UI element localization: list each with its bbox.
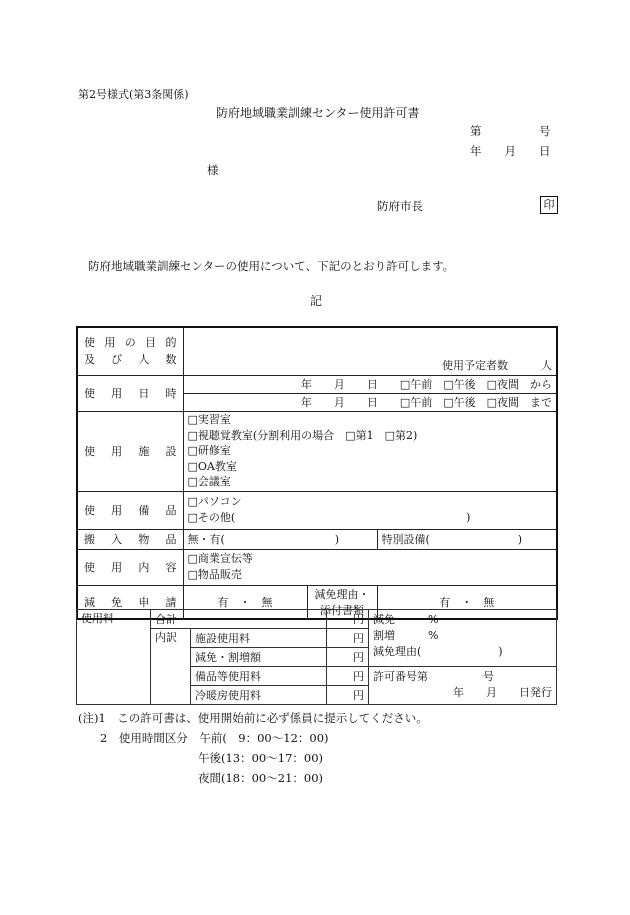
label-carry: 搬入物品: [77, 529, 183, 549]
fee-label: 使用料: [77, 610, 151, 705]
document-title: 防府地域職業訓練センター使用許可書: [216, 106, 420, 120]
permit-table: [76, 326, 558, 620]
recipient: 様: [207, 163, 219, 177]
facility-av-room[interactable]: □視聴覚教室(分割利用の場合 □第1 □第2): [187, 428, 418, 442]
fee-total-yen[interactable]: 円: [327, 610, 369, 629]
label-facility: 使用施設: [77, 411, 183, 491]
facility-meeting-room[interactable]: □会議室: [187, 475, 231, 489]
fee-item-adjust-yen[interactable]: 円: [327, 648, 369, 667]
fee-total-label: 合計: [151, 610, 327, 629]
reduction-value[interactable]: 有 ・ 無: [183, 585, 307, 619]
fee-reduction[interactable]: 減免 %: [373, 613, 439, 626]
note-4: 夜間(18：00～21：00): [198, 771, 324, 785]
label-reduction: 減免申請: [77, 585, 183, 619]
fee-item-facility-yen[interactable]: 円: [327, 629, 369, 648]
label-date: 使用日時: [77, 375, 183, 411]
equipment-other[interactable]: □その他( ): [187, 511, 471, 524]
permit-info-box: [369, 667, 557, 705]
content-options: [183, 549, 557, 585]
equipment-pc[interactable]: □パソコン: [187, 495, 242, 508]
intro-text: 防府地域職業訓練センターの使用について、下記のとおり許可します。: [88, 259, 455, 273]
fee-item-equipment: 備品等使用料: [191, 667, 327, 686]
reduction-reason-value[interactable]: 有 ・ 無: [377, 585, 557, 619]
reduction-reason-label-text: 減免理由・添付書類: [314, 587, 370, 617]
note-1: (注)1 この許可書は、使用開始前に必ず係員に提示してください。: [78, 711, 428, 725]
facility-practice-room[interactable]: □実習室: [187, 413, 231, 427]
fee-reduction-box: [369, 610, 557, 667]
equipment-options: [183, 491, 557, 529]
fee-surcharge[interactable]: 割増 %: [373, 629, 439, 642]
note-2: 2 使用時間区分 午前( 9：00～12：00): [100, 731, 329, 745]
row-equipment: [77, 491, 557, 529]
carry-value[interactable]: 無・有( ): [183, 529, 377, 549]
fee-item-facility: 施設使用料: [191, 629, 327, 648]
label-purpose-line2: 及び人数: [84, 353, 177, 367]
row-purpose: [77, 327, 557, 375]
label-purpose-line1: 使用の目的: [84, 336, 177, 350]
permit-date-line: 年 月 日: [470, 144, 551, 158]
row-carry: [77, 529, 557, 549]
date-from[interactable]: 年 月 日 □午前 □午後 □夜間 から: [183, 375, 557, 393]
facility-oa-room[interactable]: □OA教室: [187, 459, 237, 473]
form-id: 第2号様式(第3条関係): [78, 88, 189, 101]
fee-item-equipment-yen[interactable]: 円: [327, 667, 369, 686]
expected-count: 使用予定者数 人: [442, 358, 553, 372]
label-purpose: [77, 327, 183, 375]
fee-table: [76, 609, 557, 705]
content-sales[interactable]: □物品販売: [187, 568, 242, 581]
permit-number-line: 第 号: [470, 124, 551, 138]
note-3: 午後(13：00～17：00): [198, 751, 324, 765]
purpose-value[interactable]: [183, 327, 557, 375]
label-content: 使用内容: [77, 549, 183, 585]
fee-item-adjust: 減免・割増額: [191, 648, 327, 667]
date-to[interactable]: 年 月 日 □午前 □午後 □夜間 まで: [183, 393, 557, 411]
issue-date[interactable]: 年 月 日発行: [453, 686, 552, 699]
fee-item-aircon: 冷暖房使用料: [191, 686, 327, 705]
row-content: [77, 549, 557, 585]
seal-stamp: 印: [540, 196, 558, 214]
facility-options: [183, 411, 557, 491]
ki-heading: 記: [310, 294, 323, 308]
fee-breakdown-label: 内訳: [151, 629, 191, 705]
row-facility: [77, 411, 557, 491]
fee-reduction-reason[interactable]: 減免理由( ): [373, 645, 503, 658]
special-equipment[interactable]: 特別設備( ): [377, 529, 557, 549]
content-advertising[interactable]: □商業宣伝等: [187, 552, 253, 565]
label-equipment: 使用備品: [77, 491, 183, 529]
issuer: 防府市長: [377, 199, 423, 213]
row-date-from: [77, 375, 557, 393]
facility-training-room[interactable]: □研修室: [187, 444, 231, 458]
fee-row-total: [77, 610, 557, 629]
fee-item-aircon-yen[interactable]: 円: [327, 686, 369, 705]
permit-number[interactable]: 許可番号第 号: [373, 670, 494, 683]
